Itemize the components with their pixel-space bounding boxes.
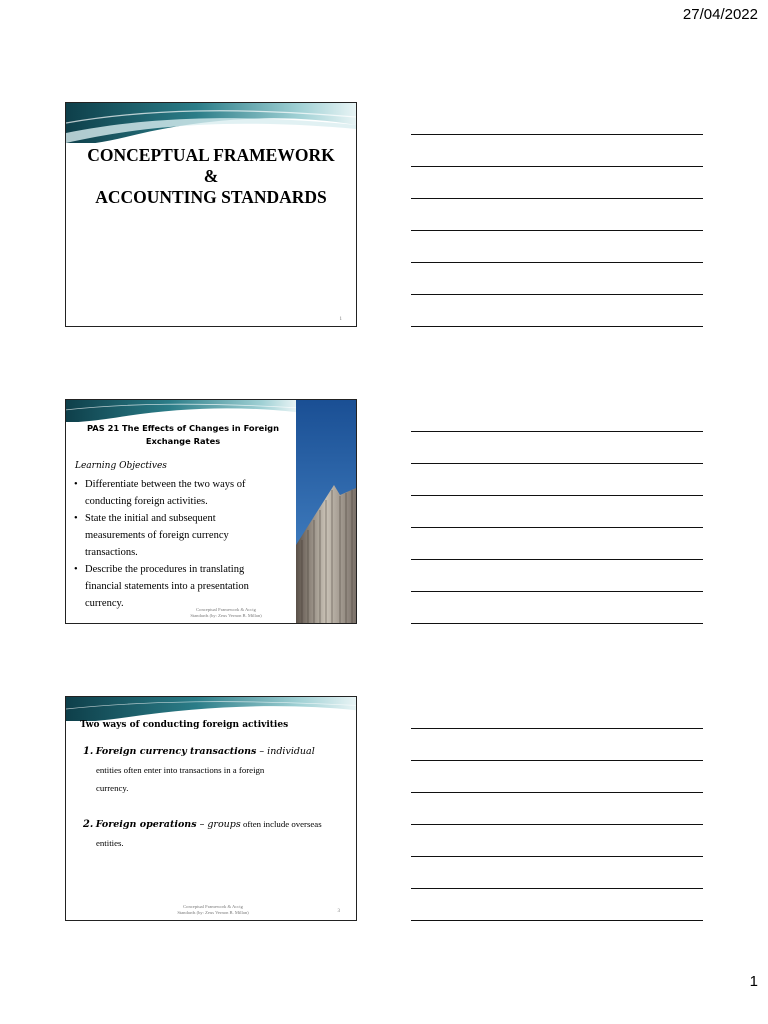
slide-3-title: Two ways of conducting foreign activities [80,720,289,730]
slide-3-thumbnail [65,696,357,921]
item-term: Foreign operations [95,819,197,830]
item-term: Foreign currency transactions [95,746,257,757]
title-line-2: & [203,166,219,186]
skyscraper-image [296,400,356,623]
list-item [72,561,294,612]
title-line-2: Exchange Rates [145,436,221,446]
footer-line-2: Standards (by: Zeus Vernon B. Millan) [177,910,249,915]
bullet-3-line-2: financial statements into a presentation [85,581,249,592]
bullet-icon: • [74,513,78,524]
item-emphasis: groups [207,819,241,830]
note-line [411,326,703,327]
note-line [411,888,703,889]
slide-number: 3 [337,909,340,914]
slide-footer [156,607,296,619]
note-line [411,495,703,496]
note-line [411,230,703,231]
item-dash: – [196,819,208,830]
note-line [411,166,703,167]
item-number: 1. [83,746,94,757]
note-line [411,591,703,592]
note-line [411,463,703,464]
footer-line-2: Standards (by: Zeus Vernon B. Millan) [190,613,262,618]
item-emphasis: individual [267,746,315,757]
item-number: 2. [83,819,94,830]
note-line [411,792,703,793]
note-line [411,262,703,263]
bullet-3-line-1: Describe the procedures in translating [85,564,245,575]
item-rest: often include overseas [240,819,322,829]
page-number: 1 [749,973,758,990]
slide-2-title [70,422,296,448]
slide-2-thumbnail [65,399,357,624]
note-line [411,920,703,921]
item-line-2: entities often enter into transactions in a foreign [96,765,265,775]
note-line [411,527,703,528]
list-item [72,510,294,561]
note-line [411,824,703,825]
bullet-icon: • [74,564,78,575]
slide-1-thumbnail [65,102,357,327]
note-line [411,559,703,560]
slide-number: 1 [339,317,342,322]
slide-footer [143,904,283,916]
item-line-2: entities. [96,838,124,848]
list-item [72,476,294,510]
objectives-list [72,476,294,612]
note-line [411,294,703,295]
swoosh-banner [66,697,356,721]
note-line [411,623,703,624]
list-item [83,815,343,852]
item-line-3: currency. [96,783,129,793]
title-line-1: PAS 21 The Effects of Changes in Foreign [86,423,280,433]
note-line [411,856,703,857]
title-line-3: ACCOUNTING STANDARDS [95,187,327,207]
bullet-icon: • [74,479,78,490]
slide-1-title [66,145,356,208]
note-line [411,134,703,135]
item-dash: – [256,746,268,757]
note-line [411,728,703,729]
note-line [411,431,703,432]
title-line-1: CONCEPTUAL FRAMEWORK [87,145,335,165]
note-line [411,198,703,199]
footer-line-1: Conceptual Framework & Acctg [196,607,256,612]
bullet-3-line-3: currency. [85,598,124,609]
list-item [83,743,343,797]
bullet-1-line-1: Differentiate between the two ways of [85,479,246,490]
bullet-1-line-2: conducting foreign activities. [85,496,208,507]
bullet-2-line-3: transactions. [85,547,138,558]
bullet-2-line-2: measurements of foreign currency [85,530,229,541]
footer-line-1: Conceptual Framework & Acctg [183,904,243,909]
bullet-2-line-1: State the initial and subsequent [85,513,216,524]
note-line [411,760,703,761]
swoosh-banner [66,103,356,143]
print-date: 27/04/2022 [682,6,758,23]
swoosh-banner [66,400,296,422]
learning-objectives-heading: Learning Objectives [75,461,167,471]
